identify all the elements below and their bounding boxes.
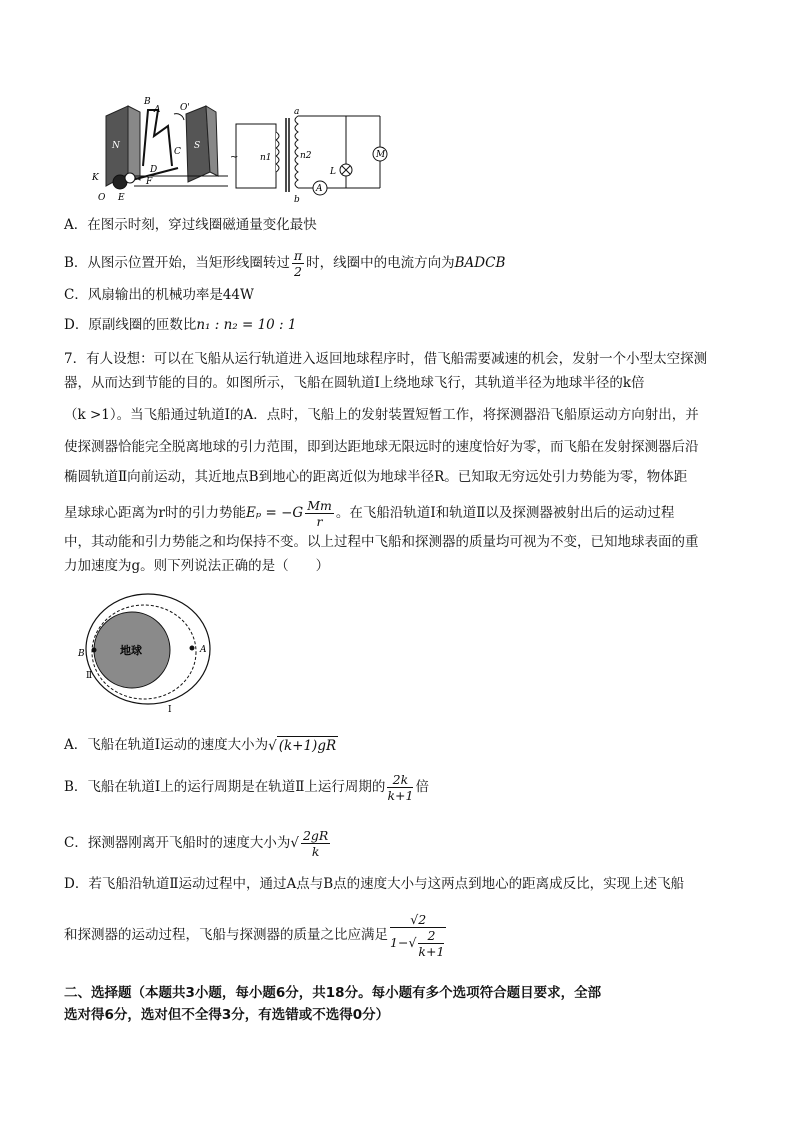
orbit-figure xyxy=(68,592,228,716)
den-prefix: 1− xyxy=(390,935,409,950)
label-F: F xyxy=(146,177,153,187)
fraction-den: 2 xyxy=(294,264,302,279)
q6-option-b-text: B．从图示位置开始，当矩形线圈转过 xyxy=(64,255,290,271)
q6-option-b xyxy=(64,248,505,279)
label-N: N xyxy=(112,141,120,151)
fraction-2gr-over-k xyxy=(301,828,330,859)
fraction-num: Mm xyxy=(307,498,332,513)
label-b: b xyxy=(294,195,300,204)
label-M: M xyxy=(376,150,386,160)
q7-line-4: 使探测器恰能完全脱离地球的引力范围，即到达距地球无限远时的速度恰好为零，而飞船在发射探测器后沿 xyxy=(64,439,699,455)
point-a: A xyxy=(200,645,207,655)
label-S: S xyxy=(194,141,201,151)
label-a: a xyxy=(294,107,300,117)
label-O-prime: O' xyxy=(180,103,190,113)
label-ammeter: A xyxy=(316,184,323,194)
q7-line-6-text: 星球球心距离为r时的引力势能 xyxy=(64,505,246,521)
q6-option-c: C．风扇输出的机械功率是44W xyxy=(64,287,254,303)
fraction-2k-over-k1 xyxy=(387,772,413,803)
q7-line-8: 力加速度为g。则下列说法正确的是（ ） xyxy=(64,558,330,574)
label-A: A xyxy=(154,105,161,115)
fraction-num: π xyxy=(293,248,303,263)
q6-option-b-text2: 时，线圈中的电流方向为 xyxy=(306,255,455,271)
generator-transformer-figure xyxy=(88,96,388,204)
label-n2: n2 xyxy=(300,151,312,161)
orbit-ii-label: Ⅱ xyxy=(86,671,93,681)
radicand: (k+1)gR xyxy=(278,738,337,754)
fraction-num: √2 xyxy=(390,912,446,928)
inner-fraction xyxy=(418,928,444,959)
label-n1: n1 xyxy=(260,153,272,163)
fraction-den: 1−√ $\frac{2}{k+1}$ xyxy=(390,928,445,959)
q6-option-a: A．在图示时刻，穿过线圈磁通量变化最快 xyxy=(64,217,317,233)
fraction-num: 2k xyxy=(387,772,413,788)
fraction-mm-over-r xyxy=(305,498,334,529)
inner-num: 2 xyxy=(418,928,444,944)
current-direction: BADCB xyxy=(454,255,506,271)
q7-option-d-text: 和探测器的运动过程，飞船与探测器的质量之比应满足 xyxy=(64,927,388,943)
q7-line-7: 中，其动能和引力势能之和均保持不变。以上过程中飞船和探测器的质量均可视为不变，已知地球表面的重 xyxy=(64,534,699,550)
mass-ratio-fraction xyxy=(390,912,446,959)
q7-line-1: 7．有人设想：可以在飞船从运行轨道进入返回地球程序时，借飞船需要减速的机会，发射一个小型太空探测 xyxy=(64,351,708,367)
q6-option-d-text: D．原副线圈的匝数比 xyxy=(64,317,197,333)
inner-den: k+1 xyxy=(418,944,445,959)
q7-option-a-text: A．飞船在轨道Ⅰ运动的速度大小为 xyxy=(64,737,269,753)
label-C: C xyxy=(174,147,181,157)
q7-line-2: 器，从而达到节能的目的。如图所示，飞船在圆轨道Ⅰ上绕地球飞行，其轨道半径为地球半径的k倍 xyxy=(64,375,645,391)
label-D: D xyxy=(150,165,158,175)
label-B: B xyxy=(144,97,151,107)
fraction-den: k xyxy=(311,844,320,859)
q7-option-b xyxy=(64,772,429,803)
fraction-den: k+1 xyxy=(387,788,414,803)
q7-option-d-line-1: D．若飞船沿轨道Ⅱ运动过程中，通过A点与B点的速度大小与这两点到地心的距离成反比，实现上述飞船 xyxy=(64,876,685,892)
q7-option-b-text: B．飞船在轨道Ⅰ上的运行周期是在轨道Ⅱ上运行周期的 xyxy=(64,779,386,795)
q7-option-c-text: C．探测器刚离开飞船时的速度大小为 xyxy=(64,835,291,851)
potential-energy-eq: Eₚ = −G xyxy=(245,505,304,521)
fraction-num: 2gR xyxy=(302,828,329,843)
q7-line-6 xyxy=(64,498,674,529)
q7-line-5: 椭圆轨道Ⅱ向前运动，其近地点B到地心的距离近似为地球半径R。已知取无穷远处引力势能为零，物体距 xyxy=(64,469,688,485)
section-2-heading-line-2: 选对得6分，选对但不全得3分，有选错或不选得0分） xyxy=(64,1007,390,1023)
svg-text:~: ~ xyxy=(230,152,239,163)
label-O: O xyxy=(98,193,106,203)
q7-line-3: （k >1）。当飞船通过轨道Ⅰ的A．点时，飞船上的发射装置短暂工作，将探测器沿飞船原运动方向射出，并 xyxy=(64,407,699,423)
fraction-pi-over-2 xyxy=(292,248,304,279)
q7-option-d-line-2 xyxy=(64,912,448,959)
sqrt-expression: √ $\frac{2gR}{k}$ xyxy=(290,828,329,859)
earth-label: 地球 xyxy=(120,644,142,657)
q7-line-6-text2: 。在飞船沿轨道Ⅰ和轨道Ⅱ以及探测器被射出后的运动过程 xyxy=(335,505,675,521)
q6-option-d xyxy=(64,316,296,334)
q7-option-b-text2: 倍 xyxy=(415,779,429,795)
label-K: K xyxy=(92,173,99,183)
q7-option-c xyxy=(64,828,332,859)
turns-ratio: n₁ : n₂ = 10 : 1 xyxy=(196,317,297,333)
label-L: L xyxy=(330,167,336,177)
q7-option-a xyxy=(64,736,338,755)
label-E: E xyxy=(118,193,125,203)
point-b: B xyxy=(78,649,85,659)
section-2-heading-line-1: 二、选择题（本题共3小题，每小题6分，共18分。每小题有多个选项符合题目要求，全部 xyxy=(64,985,602,1001)
fraction-den: r xyxy=(316,514,323,529)
sqrt-expression: √ (k+1)gR xyxy=(268,738,337,754)
orbit-i-label: Ⅰ xyxy=(168,705,172,715)
